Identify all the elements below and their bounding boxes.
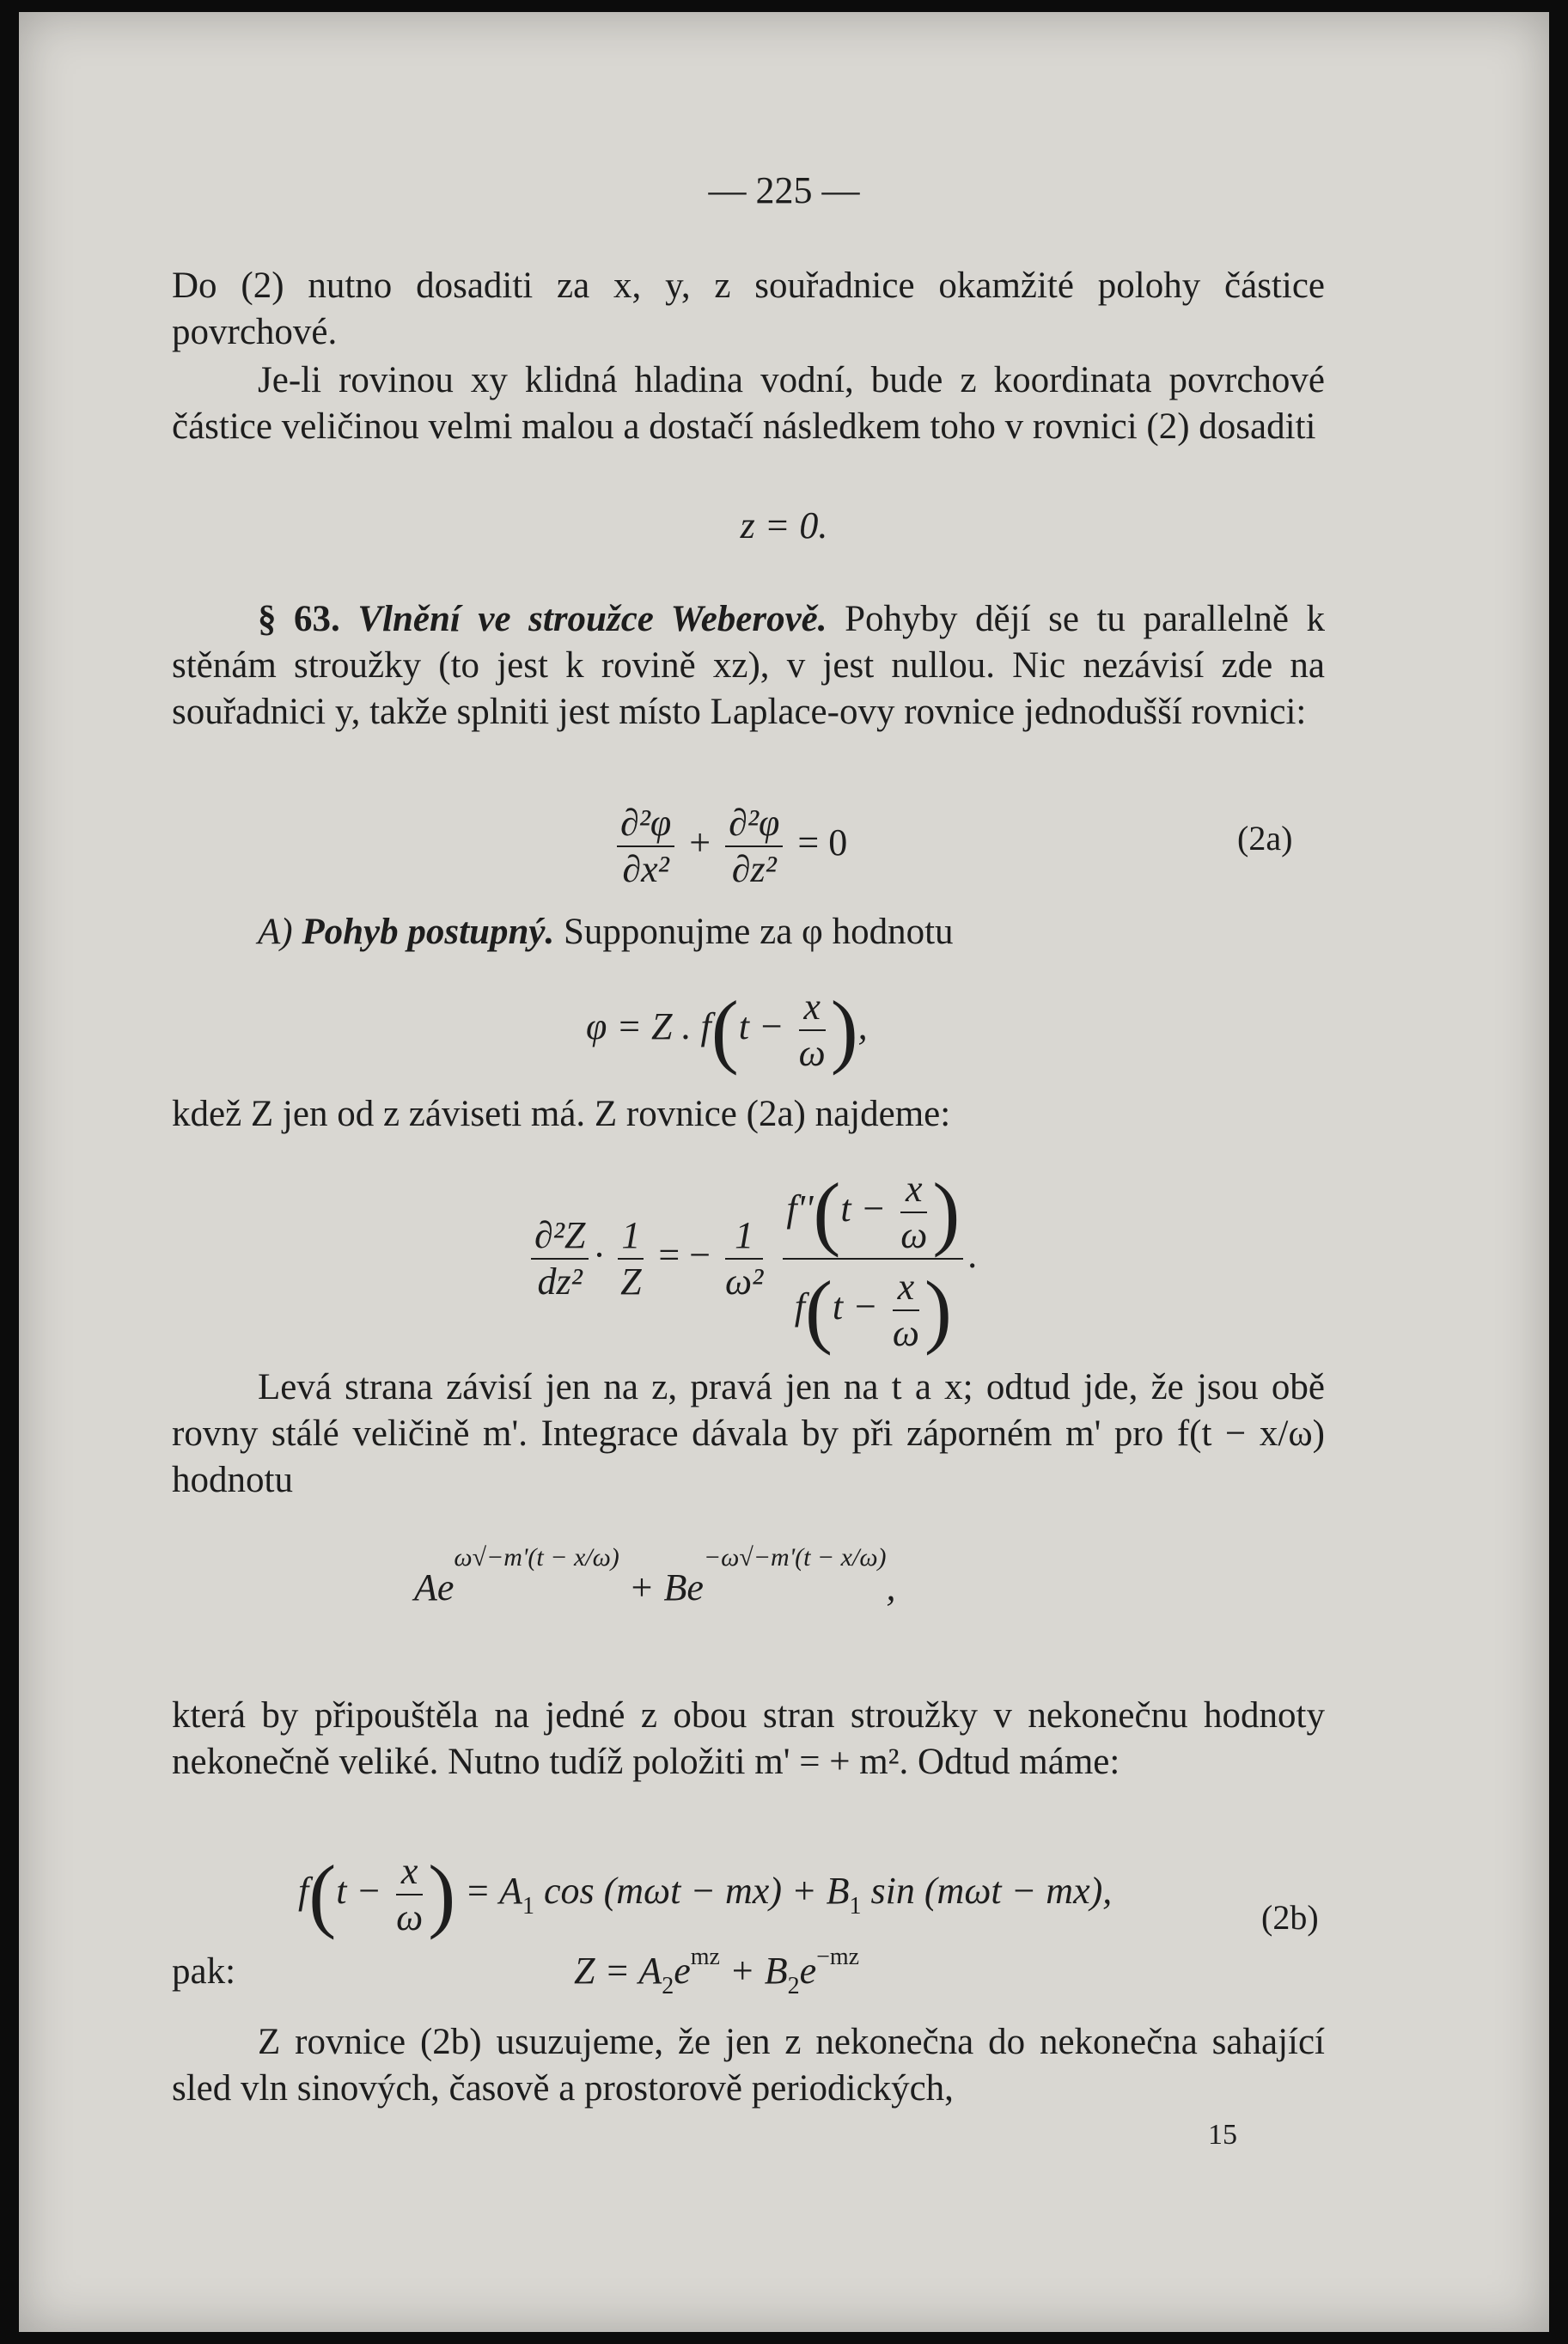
paragraph-4: [172, 909, 1325, 955]
paragraph-6: [172, 1364, 1325, 1504]
equation-z-zero: z = 0.: [740, 504, 828, 546]
equation-2a-label: (2a): [1237, 819, 1293, 858]
equation-Z: $Z = A_2e^{mz} + B_2e^{-mz}$: [574, 1944, 860, 1999]
paragraph-8: [172, 2019, 1325, 2112]
case-body: Supponujme za φ hodnotu: [563, 912, 954, 952]
equation-2a: $\frac{\text{∂²φ}}{\text{∂x²}}$ + $\frac{\text{∂²φ}}{\text{∂z²}}$ = 0: [612, 801, 847, 892]
case-heading: Pohyb postupný.: [302, 912, 555, 952]
paragraph-1-text: Do (2) nutno dosaditi za x, y, z souřadnice okamžité polohy částice povrchové.: [172, 266, 1325, 352]
equation-2b-label: (2b): [1261, 1898, 1319, 1937]
section-number: § 63.: [258, 599, 340, 639]
paragraph-7: [172, 1693, 1325, 1785]
paragraph-2-text: Je-li rovinou xy klidná hladina vodní, bude z koordinata povrchové částice veličinou velmi malou a dostačí následkem toho v rovnici (2) dosaditi: [172, 360, 1325, 447]
section-body: Pohyby dějí se tu parallelně k stěnám stroužky (to jest k rovině xz), v jest nullou. Nic nezávisí zde na souřadnici y, takže splniti jest místo Laplace-ovy rovnice jednodušší rovnici:: [172, 599, 1326, 732]
section-heading: Vlnění ve stroužce Weberově.: [357, 599, 827, 639]
paragraph-2: [172, 357, 1325, 450]
pak-label: pak:: [172, 1951, 236, 1992]
equation-ratio: $\frac{\text{∂²Z}}{\text{dz²}}$ · $\frac{1}{Z}$ = − $\frac{1}{\text{ω²}}$ f''(t − $\frac{x}{\omega}$ ) f(t − $\frac{x}{\omega}$ ) .: [526, 1162, 978, 1356]
paragraph-6-text: Levá strana závisí jen na z, pravá jen na t a x; odtud jde, že jsou obě rovny stálé veličině m'. Integrace dávala by při záporném m' pro f(t − x/ω) hodnotu: [172, 1367, 1325, 1500]
paragraph-4-text: [172, 909, 1325, 955]
section-63: [172, 596, 1325, 736]
paragraph-5-text: kdež Z jen od z záviseti má. Z rovnice (2a) najdeme:: [172, 1094, 951, 1134]
equation-phi: φ = Z . f(t − $\frac{x}{\omega}$ ),: [586, 984, 868, 1076]
paragraph-8-text: Z rovnice (2b) usuzujeme, že jen z nekonečna do nekonečna sahající sled vln sinových, časově a prostorově periodických,: [172, 2022, 1325, 2109]
equation-Ae: $Ae^{\omega√-m'(t - x/\omega)} + Be^{-\omega√-m'(t - x/\omega)}$,: [414, 1543, 896, 1608]
paragraph-1: [172, 263, 1325, 356]
signature-mark: 15: [1208, 2119, 1237, 2151]
paragraph-7-text: která by připouštěla na jedné z obou stran stroužky v nekonečnu hodnoty nekonečně veliké. Nutno tudíž položiti m' = + m². Odtud máme:: [172, 1695, 1325, 1782]
paragraph-5: [172, 1091, 1325, 1138]
page-number: — 225 —: [708, 169, 860, 211]
book-page: [19, 12, 1549, 2332]
case-letter: A): [258, 912, 293, 952]
section-63-text: [172, 596, 1325, 736]
equation-2b: f(t − $\frac{x}{\omega}$ ) = $A_1$ $\cos (m\omega t - mx) + B_1$ sin (mωt − mx),: [298, 1848, 1113, 1940]
